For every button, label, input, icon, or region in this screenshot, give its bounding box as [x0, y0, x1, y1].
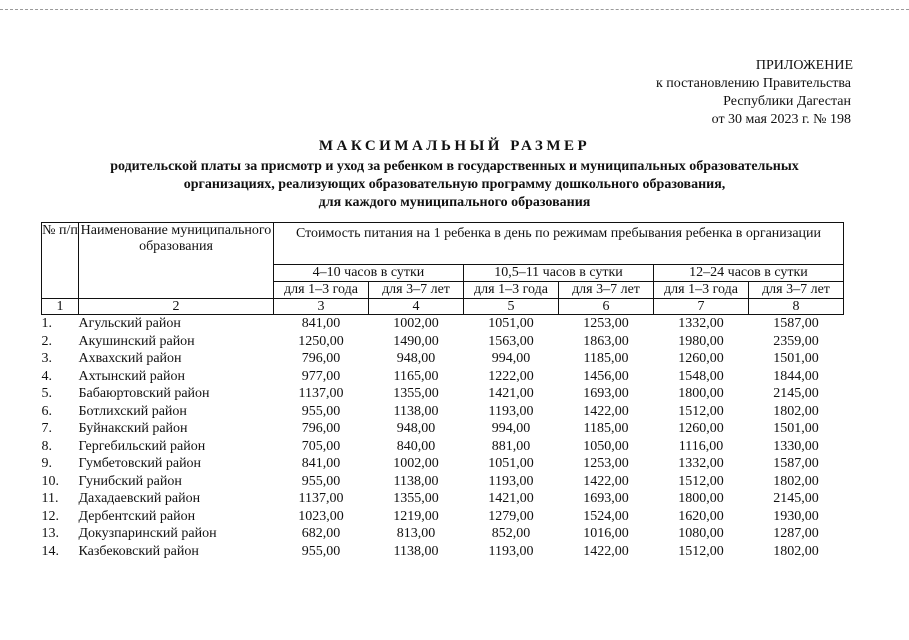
row-number: 12.: [41, 508, 59, 524]
fee-value: 1863,00: [583, 333, 629, 349]
fee-value: 2145,00: [773, 386, 819, 401]
column-number: 5: [464, 299, 559, 315]
fee-value: 1355,00: [393, 491, 439, 506]
table-row: [42, 490, 844, 508]
municipality-name: Дербентский район: [78, 508, 196, 524]
fee-value: 1802,00: [773, 543, 819, 559]
fee-value: 1332,00: [678, 456, 724, 471]
header-mode-2: 10,5–11 часов в сутки: [464, 265, 654, 282]
fee-value: 840,00: [396, 438, 436, 454]
fee-value: 948,00: [396, 351, 436, 366]
fee-value: 1800,00: [678, 386, 724, 401]
fee-value: 1050,00: [583, 438, 629, 454]
fee-value: 1330,00: [773, 438, 819, 454]
fee-value: 1002,00: [393, 316, 439, 331]
fee-value: 1422,00: [583, 473, 629, 489]
column-number: 6: [559, 299, 654, 315]
header-mode-3: 12–24 часов в сутки: [654, 265, 844, 282]
table-row: [42, 403, 844, 421]
subtitle-line-1: родительской платы за присмотр и уход за ребенком в государственных и муниципальных образовательных: [110, 159, 799, 174]
fee-value: 1051,00: [488, 456, 534, 471]
table-row: [42, 333, 844, 351]
fee-value: 1260,00: [678, 351, 724, 366]
fee-value: 1548,00: [678, 368, 724, 384]
column-number: 8: [749, 299, 844, 315]
fee-value: 1802,00: [773, 473, 819, 489]
fee-value: 1512,00: [678, 543, 724, 559]
table-row: [42, 385, 844, 403]
fee-value: 1800,00: [678, 491, 724, 506]
fee-value: 1253,00: [583, 456, 629, 471]
fee-value: 1016,00: [583, 526, 629, 541]
municipality-name: Агульский район: [78, 316, 181, 331]
header-age-6: для 3–7 лет: [749, 282, 844, 299]
fee-value: 1260,00: [678, 421, 724, 436]
row-number: 7.: [41, 421, 52, 436]
fee-value: 1185,00: [583, 421, 629, 436]
row-number: 14.: [41, 543, 59, 559]
header-cost: Стоимость питания на 1 ребенка в день по режимам пребывания ребенка в организации: [274, 223, 844, 265]
fee-value: 1287,00: [773, 526, 819, 541]
fee-value: 852,00: [491, 526, 531, 541]
row-number: 1.: [41, 316, 52, 331]
fee-value: 1193,00: [488, 543, 534, 559]
document-title: МАКСИМАЛЬНЫЙ РАЗМЕР: [318, 138, 591, 154]
municipality-name: Казбековский район: [78, 543, 199, 559]
fee-value: 1620,00: [678, 508, 724, 524]
row-number: 6.: [41, 403, 52, 419]
fee-value: 1456,00: [583, 368, 629, 384]
fee-value: 1165,00: [393, 368, 439, 384]
municipality-name: Акушинский район: [78, 333, 195, 349]
table-row: [42, 508, 844, 526]
table-row: [42, 438, 844, 456]
subtitle-line-3: для каждого муниципального образования: [318, 195, 591, 210]
municipality-name: Ботлихский район: [78, 403, 187, 419]
fee-value: 796,00: [301, 351, 341, 366]
appendix-line-3: от 30 мая 2023 г. № 198: [711, 112, 851, 127]
row-number: 8.: [41, 438, 52, 454]
document-subtitle: [0, 158, 909, 212]
fee-value: 1138,00: [393, 473, 439, 489]
fee-value: 1563,00: [488, 333, 534, 349]
fee-value: 994,00: [491, 351, 531, 366]
row-number: 9.: [41, 456, 52, 471]
fee-value: 1137,00: [298, 491, 344, 506]
municipality-name: Ахтынский район: [78, 368, 185, 384]
fee-value: 1501,00: [773, 421, 819, 436]
fee-value: 948,00: [396, 421, 436, 436]
fee-value: 1137,00: [298, 386, 344, 401]
fee-table: [41, 222, 844, 560]
table-row: [42, 368, 844, 386]
fee-value: 955,00: [301, 543, 341, 559]
fee-value: 1512,00: [678, 473, 724, 489]
municipality-name: Ахвахский район: [78, 351, 182, 366]
fee-value: 841,00: [301, 316, 341, 331]
fee-value: 1185,00: [583, 351, 629, 366]
municipality-name: Бабаюртовский район: [78, 386, 210, 401]
municipality-name: Дахадаевский район: [78, 491, 201, 506]
fee-value: 994,00: [491, 421, 531, 436]
fee-value: 1980,00: [678, 333, 724, 349]
table-row: [42, 525, 844, 543]
municipality-name: Гунибский район: [78, 473, 182, 489]
header-age-5: для 1–3 года: [654, 282, 749, 299]
table-row: [42, 543, 844, 561]
fee-value: 1844,00: [773, 368, 819, 384]
fee-value: 955,00: [301, 473, 341, 489]
fee-value: 1250,00: [298, 333, 344, 349]
row-number: 11.: [41, 491, 59, 506]
subtitle-line-2: организациях, реализующих образовательную программу дошкольного образования,: [183, 177, 726, 192]
row-number: 3.: [41, 351, 52, 366]
fee-value: 1512,00: [678, 403, 724, 419]
fee-value: 1421,00: [488, 386, 534, 401]
fee-value: 813,00: [396, 526, 436, 541]
fee-value: 1693,00: [583, 491, 629, 506]
fee-value: 1193,00: [488, 403, 534, 419]
municipality-name: Докузпаринский район: [78, 526, 217, 541]
fee-value: 705,00: [301, 438, 341, 454]
table-row: [42, 420, 844, 438]
row-number: 4.: [41, 368, 52, 384]
appendix-title: ПРИЛОЖЕНИЕ: [755, 58, 853, 73]
header-age-3: для 1–3 года: [464, 282, 559, 299]
table-row: [42, 473, 844, 491]
fee-value: 1002,00: [393, 456, 439, 471]
fee-value: 1023,00: [298, 508, 344, 524]
appendix-line-1: к постановлению Правительства: [655, 76, 851, 91]
header-mode-1: 4–10 часов в сутки: [274, 265, 464, 282]
fee-value: 1332,00: [678, 316, 724, 331]
fee-value: 955,00: [301, 403, 341, 419]
fee-value: 1138,00: [393, 543, 439, 559]
fee-value: 1051,00: [488, 316, 534, 331]
fee-value: 1279,00: [488, 508, 534, 524]
fee-value: 682,00: [301, 526, 341, 541]
column-number: 4: [369, 299, 464, 315]
fee-value: 1355,00: [393, 386, 439, 401]
header-number: № п/п: [42, 223, 79, 299]
municipality-name: Гергебильский район: [78, 438, 206, 454]
header-municipality: Наименование муниципального образования: [79, 223, 274, 299]
fee-value: 1802,00: [773, 403, 819, 419]
table-body: [42, 315, 844, 561]
table-row: [42, 315, 844, 333]
fee-value: 841,00: [301, 456, 341, 471]
fee-value: 1138,00: [393, 403, 439, 419]
fee-value: 1693,00: [583, 386, 629, 401]
scan-edge-line: [0, 9, 909, 10]
fee-value: 1422,00: [583, 403, 629, 419]
municipality-name: Буйнакский район: [78, 421, 188, 436]
row-number: 5.: [41, 386, 52, 401]
fee-value: 1490,00: [393, 333, 439, 349]
fee-value: 1587,00: [773, 316, 819, 331]
row-number: 13.: [41, 526, 59, 541]
column-number: 2: [79, 299, 274, 315]
appendix-block: [656, 57, 851, 129]
fee-value: 881,00: [491, 438, 531, 454]
fee-value: 1930,00: [773, 508, 819, 524]
appendix-line-2: Республики Дагестан: [723, 94, 851, 109]
fee-value: 2145,00: [773, 491, 819, 506]
fee-value: 1080,00: [678, 526, 724, 541]
fee-value: 796,00: [301, 421, 341, 436]
fee-value: 1422,00: [583, 543, 629, 559]
header-age-1: для 1–3 года: [274, 282, 369, 299]
column-number: 3: [274, 299, 369, 315]
table-row: [42, 455, 844, 473]
fee-value: 977,00: [301, 368, 341, 384]
fee-value: 1253,00: [583, 316, 629, 331]
fee-value: 1222,00: [488, 368, 534, 384]
header-age-2: для 3–7 лет: [369, 282, 464, 299]
fee-value: 1219,00: [393, 508, 439, 524]
fee-value: 1421,00: [488, 491, 534, 506]
fee-value: 1501,00: [773, 351, 819, 366]
fee-value: 1193,00: [488, 473, 534, 489]
fee-value: 1524,00: [583, 508, 629, 524]
column-number: 1: [42, 299, 79, 315]
row-number: 10.: [41, 473, 59, 489]
fee-value: 1587,00: [773, 456, 819, 471]
municipality-name: Гумбетовский район: [78, 456, 202, 471]
fee-value: 2359,00: [773, 333, 819, 349]
table-row: [42, 350, 844, 368]
row-number: 2.: [41, 333, 52, 349]
fee-value: 1116,00: [678, 438, 724, 454]
column-number: 7: [654, 299, 749, 315]
header-age-4: для 3–7 лет: [559, 282, 654, 299]
